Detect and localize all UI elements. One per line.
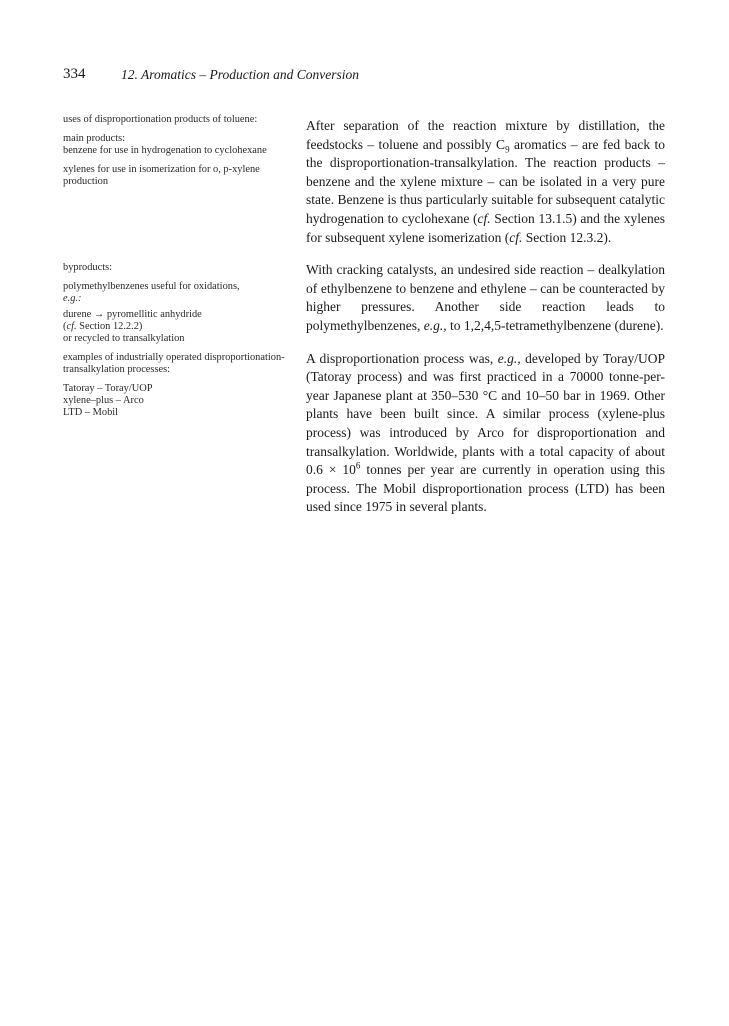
margin-note-line: examples of industrially operated disproportionation-transalkylation processes: <box>63 352 285 375</box>
margin-note-line: xylenes for use in isomerization for o, p-xylene production <box>63 164 260 187</box>
paragraph-side-reaction <box>306 261 665 335</box>
paragraph-text: A disproportionation process was, <box>306 350 498 366</box>
page-header <box>63 66 673 86</box>
paragraph-text: aromatics – are fed back to the disproportionation-transalkylation. The reaction products – benzene and the xylene mixture – can be isolated in a very pure state. Benzene is thus particularly suitable for subsequent catalytic hydrogenation to cyclohexane ( <box>306 136 665 226</box>
paragraph-text: tonnes per year are currently in operation using this process. The Mobil disproportionation process (LTD) has been used since 1975 in several plants. <box>306 462 665 515</box>
margin-note-line <box>63 383 285 419</box>
paragraph-text: Section 13.1.5) and the xylenes for subsequent xylene isomerization ( <box>306 210 665 245</box>
paragraph-text: After separation of the reaction mixture by distillation, the feedstocks – toluene and possibly C <box>306 118 665 152</box>
margin-note-line: byproducts: <box>63 262 113 273</box>
paragraph-processes <box>306 350 665 517</box>
margin-note-line: benzene for use in hydrogenation to cyclohexane <box>63 145 267 156</box>
margin-note-text: or recycled to transalkylation <box>63 333 185 344</box>
margin-note-line <box>63 281 285 305</box>
margin-note-line: main products: <box>63 133 126 144</box>
margin-note-uses <box>63 114 285 195</box>
page-number: 334 <box>63 66 86 82</box>
paragraph-text: to 1,2,4,5-tetramethylbenzene (durene). <box>446 317 664 333</box>
paragraph-text: cf. <box>509 229 523 245</box>
margin-note-text: durene → pyromellitic anhydride <box>63 309 202 320</box>
paragraph-text: With cracking catalysts, an undesired side reaction – dealkylation of ethylbenzene to benzene and ethylene – can be counteracted by higher pressures. Another side reaction leads to polymethylbenzenes, <box>306 262 665 333</box>
process-item: LTD – Mobil <box>63 407 119 418</box>
margin-note-byproducts <box>63 262 285 426</box>
paragraph-text: Section 12.3.2). <box>522 229 612 245</box>
margin-note-text: e.g.: <box>63 293 82 304</box>
subscript: 9 <box>505 144 510 155</box>
main-text <box>306 117 665 531</box>
paragraph-separation <box>306 117 665 247</box>
process-item: xylene–plus – Arco <box>63 395 144 406</box>
margin-note-text: polymethylbenzenes useful for oxidations, <box>63 281 240 292</box>
superscript: 6 <box>355 460 361 471</box>
paragraph-text: e.g., <box>423 317 447 333</box>
running-title: 12. Aromatics – Production and Conversion <box>121 67 359 82</box>
paragraph-text: e.g., <box>497 350 521 366</box>
paragraph-text: cf. <box>477 210 491 226</box>
margin-note-line: durene → pyromellitic anhydride (cf. Section 12.2.2) or recycled to transalkylation <box>63 309 202 344</box>
margin-note-text: cf. <box>66 321 77 332</box>
margin-note-line: uses of disproportionation products of toluene: <box>63 114 258 125</box>
paragraph-text: developed by Toray/UOP (Tatoray process) and was first practiced in a 70000 tonne-per-year Japanese plant at 350–530 °C and 10–50 bar in 1969. Other plants have been built since. A similar process (xylene-plus process) was introduced by Arco for disproportionation and transalkylation. Worldwide, plants with a total capacity of about 0.6 × 10 <box>306 350 666 478</box>
margin-note-text: Section 12.2.2) <box>76 321 143 332</box>
process-item: Tatoray – Toray/UOP <box>63 383 153 394</box>
